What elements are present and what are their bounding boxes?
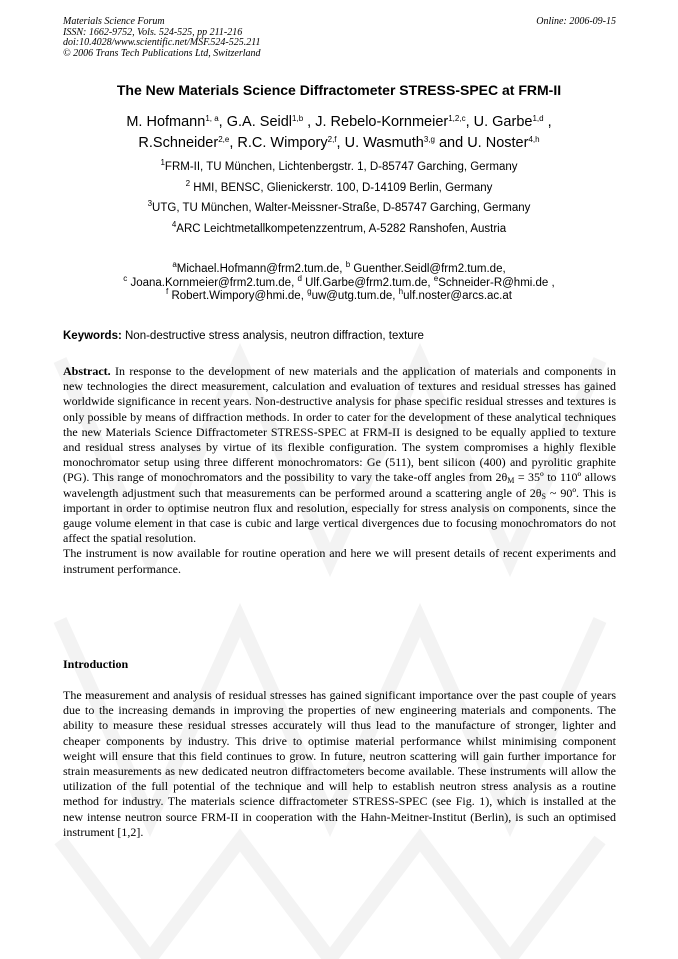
email-line <box>40 260 638 277</box>
email-sup: c <box>123 273 128 283</box>
issn-line: ISSN: 1662-9752, Vols. 524-525, pp 211-216 <box>63 26 243 38</box>
author-sep: , <box>303 114 316 130</box>
email-sup: d <box>297 273 302 283</box>
affiliation-text: FRM-II, TU München, Lichtenbergstr. 1, D-85747 Garching, Germany <box>164 161 518 173</box>
author-name: G.A. Seidl <box>226 114 293 130</box>
affiliation-line <box>40 157 638 178</box>
affiliation-line <box>40 219 638 240</box>
email-line <box>40 287 638 304</box>
author-sep: , <box>465 114 474 130</box>
email-sup: f <box>166 287 169 296</box>
abstract-sub: M <box>507 476 515 486</box>
author-sup: 1, a <box>205 114 219 123</box>
affiliation-line <box>40 178 638 199</box>
email-b[interactable]: Guenther.Seidl@frm2.tum.de, <box>350 263 506 275</box>
journal-name: Materials Science Forum <box>63 16 165 27</box>
author-name: U. Wasmuth <box>344 135 424 151</box>
online-date: Online: 2006-09-15 <box>536 16 616 27</box>
email-sup: g <box>307 287 312 296</box>
copyright-line: © 2006 Trans Tech Publications Ltd, Switzerland <box>63 47 261 59</box>
affiliation-text: UTG, TU München, Walter-Meissner-Straße, D-85747 Garching, Germany <box>152 202 531 214</box>
author-sep: , <box>543 114 552 130</box>
affiliation-list <box>40 157 638 239</box>
author-sep: , <box>218 114 227 130</box>
author-sep: and <box>434 135 468 151</box>
author-sep: , <box>336 135 345 151</box>
author-name: M. Hofmann <box>126 114 206 130</box>
abstract-text-b: = 35º to 110º allows wavelength adjustment such that measurements can be performed around a scattering angle of 2θ <box>63 470 616 500</box>
doi-line: doi:10.4028/www.scientific.net/MSF.524-525.211 <box>63 37 261 48</box>
author-list <box>40 112 638 154</box>
author-sup: 3,g <box>423 135 435 144</box>
affiliation-sup: 1 <box>160 158 165 167</box>
affiliation-sup: 4 <box>171 219 177 229</box>
keywords <box>63 330 616 342</box>
keywords-label: Keywords: <box>63 330 122 342</box>
email-sup: a <box>172 260 177 269</box>
email-e[interactable]: Schneider-R@hmi.de , <box>438 276 555 289</box>
email-line <box>40 273 638 291</box>
abstract-text-c: ~ 90º. This is important in order to optimise neutron flux and resolution, especially for stress analysis on components, since the gauge volume element in that case is cubic and large vertical divergences due to focusing monochromators do not affect the spatial resolution. <box>63 485 616 546</box>
author-sup: 2,f <box>327 135 337 144</box>
author-sup: 4,h <box>528 135 540 144</box>
abstract-sub: S <box>541 491 546 501</box>
abstract-paragraph-2: The instrument is now available for routine operation and here we will present details of recent experiments and instrument performance. <box>63 546 616 576</box>
author-sep: , <box>229 135 238 151</box>
email-sup: h <box>398 287 404 296</box>
paper-title: The New Materials Science Diffractometer STRESS-SPEC at FRM-II <box>116 82 562 98</box>
author-sup: 1,2,c <box>448 114 466 123</box>
affiliation-text: HMI, BENSC, Glienickerstr. 100, D-14109 Berlin, Germany <box>190 181 493 194</box>
email-f[interactable]: Robert.Wimpory@hmi.de, <box>168 290 308 302</box>
email-d[interactable]: Ulf.Garbe@frm2.tum.de, <box>301 276 434 289</box>
email-h[interactable]: ulf.noster@arcs.ac.at <box>403 290 512 302</box>
email-list <box>40 260 638 304</box>
author-name: U. Noster <box>467 135 529 151</box>
abstract-paragraph <box>63 364 616 546</box>
introduction-paragraph: The measurement and analysis of residual stresses has gained significant importance over the past couple of years due to the increasing demands in improving the properties of new engineering materials and components. The ability to measure these residual stresses accurately will thus lead to the manufacture of stronger, lighter and cheaper components by industry. This drive to optimise material performance whilst minimising component weight will ensure that this field continues to grow. In future, neutron scattering will gain further importance for strain measurements as new dedicated neutron diffractometers become available. These instruments will allow the utilization of the full potential of the technique and will help to establish neutron stress analysis as a routine method for industry. The materials science diffractometer STRESS-SPEC (see Fig. 1), which is installed at the new intense neutron source FRM-II in cooperation with the Hahn-Meitner-Institut (Berlin), is such an optimised instrument [1,2]. <box>63 688 616 839</box>
email-c[interactable]: Joana.Kornmeier@frm2.tum.de, <box>127 276 298 289</box>
email-g[interactable]: uw@utg.tum.de, <box>311 290 399 302</box>
author-name: R.C. Wimpory <box>237 135 328 151</box>
author-sup: 1,b <box>292 114 304 123</box>
author-sup: 2,e <box>218 135 230 144</box>
author-name: R.Schneider <box>138 135 219 151</box>
affiliation-sup: 2 <box>185 178 191 188</box>
email-sup: e <box>433 273 439 283</box>
section-heading: Introduction <box>63 657 129 671</box>
author-name: J. Rebelo-Kornmeier <box>315 114 449 130</box>
email-a[interactable]: Michael.Hofmann@frm2.tum.de, <box>176 263 346 275</box>
abstract-text-a: In response to the development of new materials and the application of materials and components in new technologies the direct measurement, calculation and evaluation of textures and residual stresses has gained worldwide significance in recent years. Non-destructive analysis for phase specific residual stresses and textures is only possible by means of diffraction methods. In order to cater for the development of these analytical techniques the new Materials Science Diffractometer STRESS-SPEC at FRM-II is designed to be equally applied to texture and residual stress analyses by virtue of its flexible configuration. The system compromises a highly flexible monochromator setup using three different monochromators: Ge (511), bent silicon (400) and pyrolitic graphite (PG). This range of monochromators and the possibility to vary the take-off angles from 2θ <box>63 364 616 485</box>
running-header <box>63 17 616 59</box>
abstract-label: Abstract. <box>63 364 111 378</box>
keywords-text: Non-destructive stress analysis, neutron diffraction, texture <box>121 330 424 342</box>
affiliation-line <box>40 198 638 219</box>
author-sup: 1,d <box>532 114 544 123</box>
author-name: U. Garbe <box>473 114 533 130</box>
affiliation-sup: 3 <box>147 199 153 208</box>
affiliation-text: ARC Leichtmetallkompetenzzentrum, A-5282 Ranshofen, Austria <box>176 222 507 235</box>
abstract <box>63 364 616 577</box>
email-sup: b <box>345 260 351 269</box>
